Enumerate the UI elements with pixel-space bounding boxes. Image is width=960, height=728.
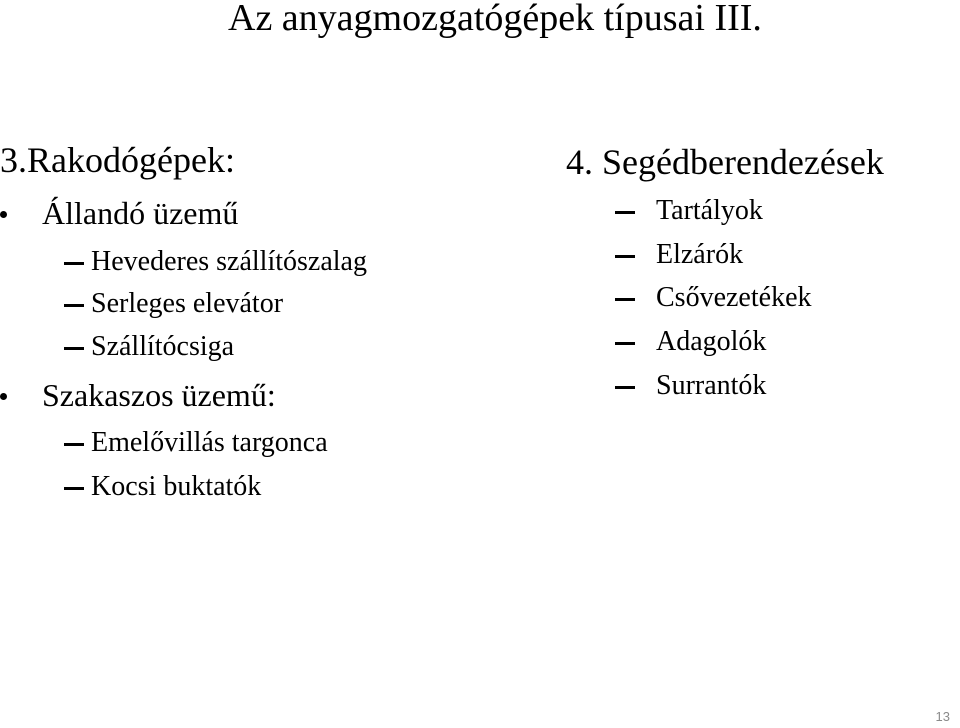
slide-title: Az anyagmozgatógépek típusai III. [228, 0, 762, 39]
list-item-level1 [0, 375, 276, 415]
dash-icon [615, 386, 635, 389]
list-item-label: Surrantók [656, 370, 767, 401]
list-item-label: Elzárók [656, 239, 744, 270]
list-item-label: Tartályok [656, 195, 763, 226]
list-item-level1 [0, 193, 238, 233]
dash-icon [64, 304, 84, 307]
list-item-label: Szakaszos üzemű: [42, 377, 276, 413]
bullet-icon [0, 211, 7, 218]
dash-icon [64, 487, 84, 490]
list-item-label: Csővezetékek [656, 282, 812, 313]
left-heading: 3.Rakodógépek: [0, 140, 235, 180]
list-item-label: Hevederes szállítószalag [91, 246, 367, 277]
right-heading: 4. Segédberendezések [566, 142, 884, 182]
list-item-label: Állandó üzemű [42, 195, 239, 231]
dash-icon [64, 347, 84, 350]
bullet-icon [0, 393, 7, 400]
list-item-level2 [615, 191, 763, 231]
list-item-label: Adagolók [656, 326, 767, 357]
list-item-level2 [64, 327, 234, 367]
list-item-label: Serleges elevátor [91, 288, 284, 319]
list-item-level2 [64, 284, 283, 324]
dash-icon [64, 443, 84, 446]
dash-icon [615, 342, 635, 345]
list-item-label: Kocsi buktatók [91, 471, 262, 502]
dash-icon [615, 211, 635, 214]
list-item-level2 [615, 235, 743, 275]
list-item-level2 [64, 467, 261, 507]
page-number: 13 [935, 709, 950, 724]
dash-icon [615, 255, 635, 258]
dash-icon [615, 298, 635, 301]
list-item-label: Szállítócsiga [91, 331, 235, 362]
list-item-label: Emelővillás targonca [91, 427, 328, 458]
dash-icon [64, 262, 84, 265]
list-item-level2 [64, 423, 328, 463]
list-item-level2 [615, 278, 812, 318]
list-item-level2 [615, 322, 766, 362]
list-item-level2 [615, 366, 766, 406]
list-item-level2 [64, 242, 367, 282]
